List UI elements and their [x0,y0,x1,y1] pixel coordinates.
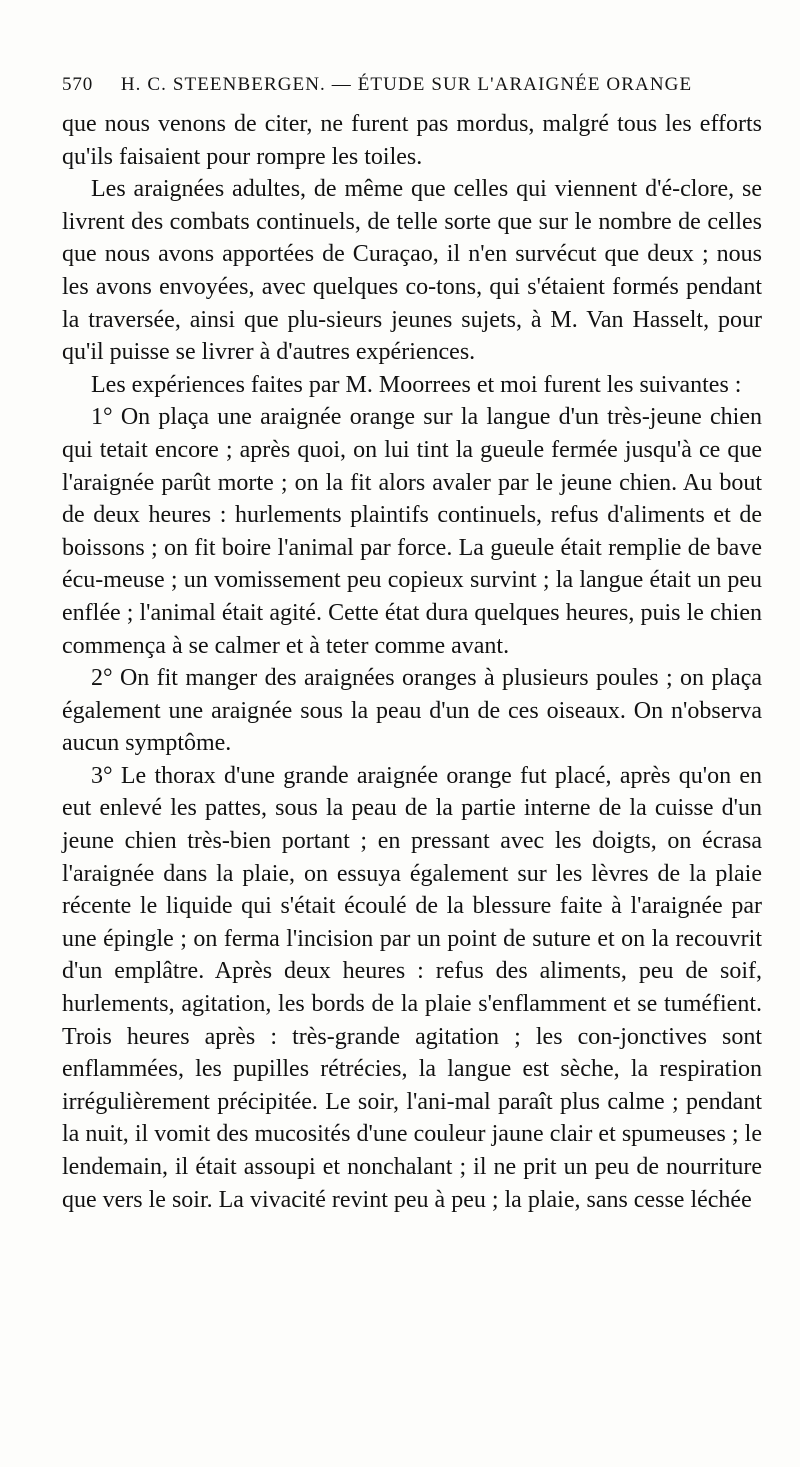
page-number: 570 [62,74,94,95]
running-title: H. C. STEENBERGEN. — ÉTUDE SUR L'ARAIGNÉE ORANGE [120,74,693,95]
paragraph-experiment-1: 1° On plaça une araignée orange sur la langue d'un très-jeune chien qui tetait encore ; après quoi, on lui tint la gueule fermée jusqu'à ce que l'araignée parût morte ; on la fit alors avaler par le jeune chien. Au bout de deux heures : hurlements plaintifs continuels, refus d'aliments et de boissons ; on fit boire l'animal par force. La gueule était remplie de bave écu-meuse ; un vomissement peu copieux survint ; la langue était un peu enflée ; l'animal était agité. Cette état dura quelques heures, puis le chien commença à se calmer et à teter comme avant. [62,404,762,659]
paragraph-continuation: que nous venons de citer, ne furent pas mordus, malgré tous les efforts qu'ils faisaient pour rompre les toiles. [62,111,762,170]
body-text [62,108,762,1216]
running-header [62,74,762,104]
paragraph-experiments-intro: Les expériences faites par M. Moorrees et moi furent les suivantes : [91,371,742,398]
paragraph-spider-combats: Les araignées adultes, de même que celles qui viennent d'é-clore, se livrent des combats continuels, de telle sorte que sur le nombre de celles que nous avons apportées de Curaçao, il n'en survécut que deux ; nous les avons envoyées, avec quelques co-tons, qui s'étaient formés pendant la traversée, ainsi que plu-sieurs jeunes sujets, à M. Van Hasselt, pour qu'il puisse se livrer à d'autres expériences. [62,176,762,366]
paragraph-experiment-3: 3° Le thorax d'une grande araignée orange fut placé, après qu'on en eut enlevé les pattes, sous la peau de la partie interne de la cuisse d'un jeune chien très-bien portant ; en pressant avec les doigts, on écrasa l'araignée dans la plaie, on essuya également sur les lèvres de la plaie récente le liquide qui s'était écoulé de la blessure faite à l'araignée par une épingle ; on ferma l'incision par un point de suture et on la recouvrit d'un emplâtre. Après deux heures : refus des aliments, peu de soif, hurlements, agitation, les bords de la plaie s'enflamment et se tuméfient. Trois heures après : très-grande agitation ; les con-jonctives sont enflammées, les pupilles rétrécies, la langue est sèche, la respiration irrégulièrement précipitée. Le soir, l'ani-mal paraît plus calme ; pendant la nuit, il vomit des mucosités d'une couleur jaune clair et spumeuses ; le lendemain, il était assoupi et nonchalant ; il ne prit un peu de nourriture que vers le soir. La vivacité revint peu à peu ; la plaie, sans cesse léchée [62,762,762,1213]
paragraph-experiment-2: 2° On fit manger des araignées oranges à plusieurs poules ; on plaça également une araignée sous la peau d'un de ces oiseaux. On n'observa aucun symptôme. [62,665,762,757]
